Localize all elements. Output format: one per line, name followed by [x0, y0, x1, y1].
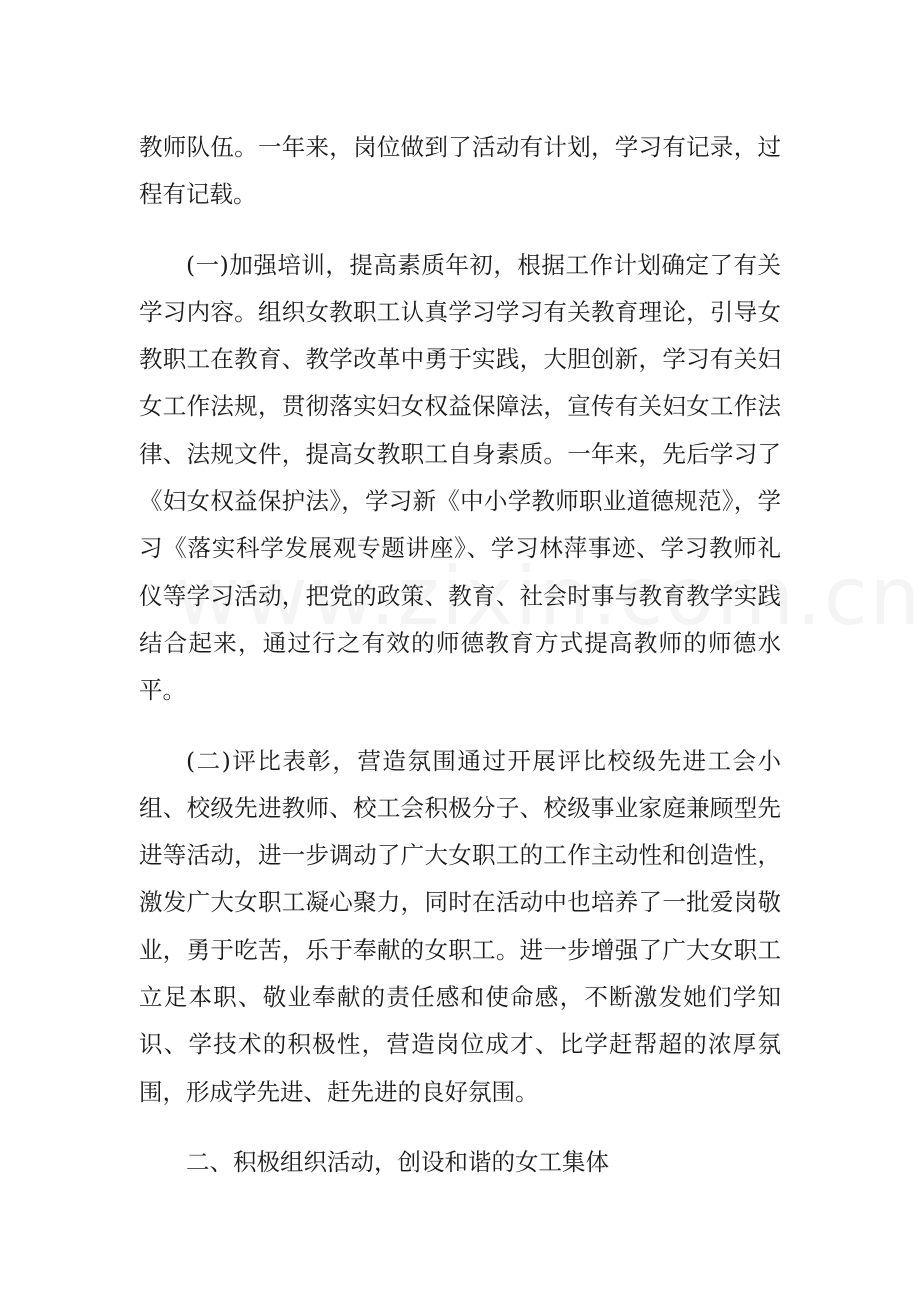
document-body — [139, 124, 781, 1209]
paragraph-continuation: 教师队伍。一年来，岗位做到了活动有计划，学习有记录，过程有记载。 — [139, 133, 781, 209]
section-heading: 二、积极组织活动，创设和谐的女工集体 — [186, 1147, 609, 1176]
paragraph-training: (一)加强培训，提高素质年初，根据工作计划确定了有关学习内容。组织女教职工认真学习学习有关教育理论，引导女教职工在教育、教学改革中勇于实践，大胆创新，学习有关妇女工作法规，贯彻落实妇女权益保障法，宣传有关妇女工作法律、法规文件，提高女教职工自身素质。一年来，先后学习了《妇女权益保护法》，学习新《中小学教师职业道德规范》，学习《落实科学发展观专题讲座》、学习林萍事迹、学习教师礼仪等学习活动，把党的政策、教育、社会时事与教育教学实践结合起来，通过行之有效的师德教育方式提高教师的师德水平。 — [139, 250, 781, 705]
paragraph-awards: (二)评比表彰，营造氛围通过开展评比校级先进工会小组、校级先进教师、校工会积极分子、校级事业家庭兼顾型先进等活动，进一步调动了广大女职工的工作主动性和创造性，激发广大女职工凝心聚力，同时在活动中也培养了一批爱岗敬业，勇于吃苦，乐于奉献的女职工。进一步增强了广大女职工立足本职、敬业奉献的责任感和使命感，不断激发她们学知识、学技术的积极性，营造岗位成才、比学赶帮超的浓厚氛围，形成学先进、赶先进的良好氛围。 — [139, 746, 781, 1106]
